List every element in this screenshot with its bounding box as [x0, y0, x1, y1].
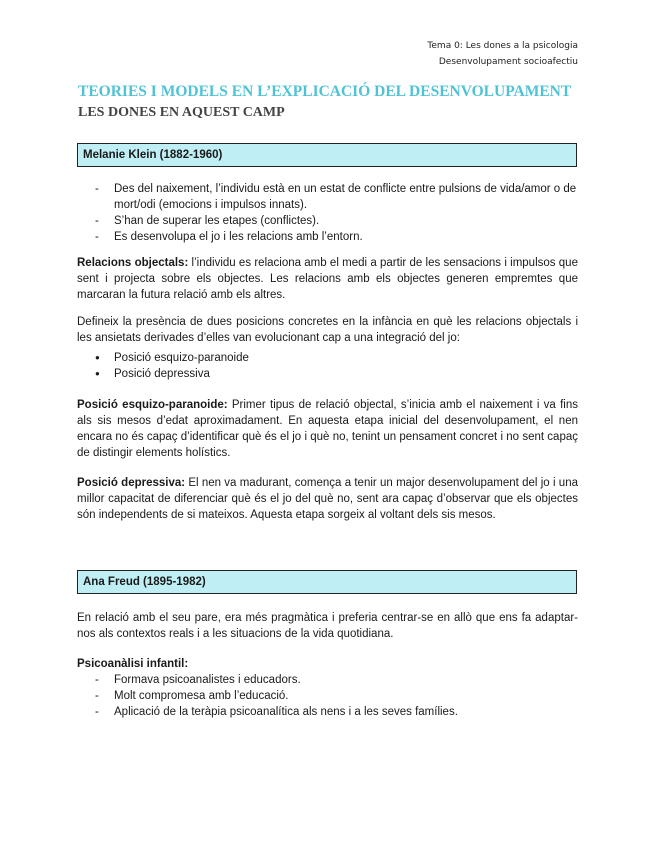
- list-item: - Es desenvolupa el jo i les relacions amb l’entorn.: [77, 229, 578, 245]
- page-header: [427, 38, 578, 70]
- list-item: - Formava psicoanalistes i educadors.: [77, 672, 578, 688]
- posicions-list: [77, 350, 578, 382]
- objectals-label: Relacions objectals:: [77, 257, 189, 269]
- freud-bullet-list: [77, 672, 578, 720]
- document-subtitle: LES DONES EN AQUEST CAMP: [78, 105, 285, 120]
- depressiva-label: Posició depressiva:: [77, 477, 186, 489]
- list-item: - S’han de superar les etapes (conflictes).: [77, 213, 578, 229]
- header-topic: Tema 0: Les dones a la psicologia: [427, 41, 578, 51]
- list-item: - Aplicació de la teràpia psicoanalítica als nens i a les seves famílies.: [77, 704, 578, 720]
- list-item: ● Posició depressiva: [77, 366, 578, 382]
- objectals-paragraph: [77, 255, 578, 303]
- header-subject: Desenvolupament socioafectiu: [438, 57, 578, 67]
- list-item: - Des del naixement, l’individu està en un estat de conflicte entre pulsions de vida/amor o de mort/odi (emocions i impulsos innats).: [77, 181, 578, 213]
- document-title: TEORIES I MODELS EN L’EXPLICACIÓ DEL DESENVOLUPAMENT: [78, 83, 572, 100]
- objectals-text: l’individu es relaciona amb el medi a partir de les sensacions i impulsos que sent i projecta sobre els objectes. Les relacions amb els objectes generen empremtes que marcaran la futura relació amb els altres.: [77, 257, 578, 301]
- freud-intro-paragraph: En relació amb el seu pare, era més pragmàtica i preferia centrar-se en allò que ens fa adaptar-nos als contextos reals i a les situacions de la vida quotidiana.: [77, 612, 578, 640]
- klein-bullet-list: [77, 181, 578, 245]
- esquizo-paragraph: [77, 397, 578, 461]
- defineix-paragraph: Defineix la presència de dues posicions concretes en la infància en què les relacions objectals i les ansietats derivades d’elles van evolucionant cap a una integració del jo:: [77, 316, 578, 344]
- klein-heading-box: Melanie Klein (1882-1960): [77, 143, 577, 167]
- depressiva-paragraph: [77, 475, 578, 523]
- list-item: ● Posició esquizo-paranoide: [77, 350, 578, 366]
- depressiva-text: El nen va madurant, comença a tenir un major desenvolupament del jo i una millor capacitat de diferenciar què és el jo del què no, sent ara capaç d’observar que els objectes són independents de si mateixos. Aquesta etapa sorgeix al voltant dels sis mesos.: [77, 477, 578, 521]
- freud-heading-box: Ana Freud (1895-1982): [77, 570, 577, 594]
- esquizo-text: Primer tipus de relació objectal, s’inicia amb el naixement i va fins als sis mesos d’edat aproximadament. En aquesta etapa inicial del desenvolupament, el nen encara no és capaç d’identificar què és el jo i què no, tenint un pensament concret i no sent capaç de distingir elements holístics.: [77, 399, 578, 459]
- psicoanalisi-label: Psicoanàlisi infantil:: [77, 658, 189, 670]
- psicoanalisi-heading: [77, 656, 578, 672]
- esquizo-label: Posició esquizo-paranoide:: [77, 399, 228, 411]
- list-item: - Molt compromesa amb l’educació.: [77, 688, 578, 704]
